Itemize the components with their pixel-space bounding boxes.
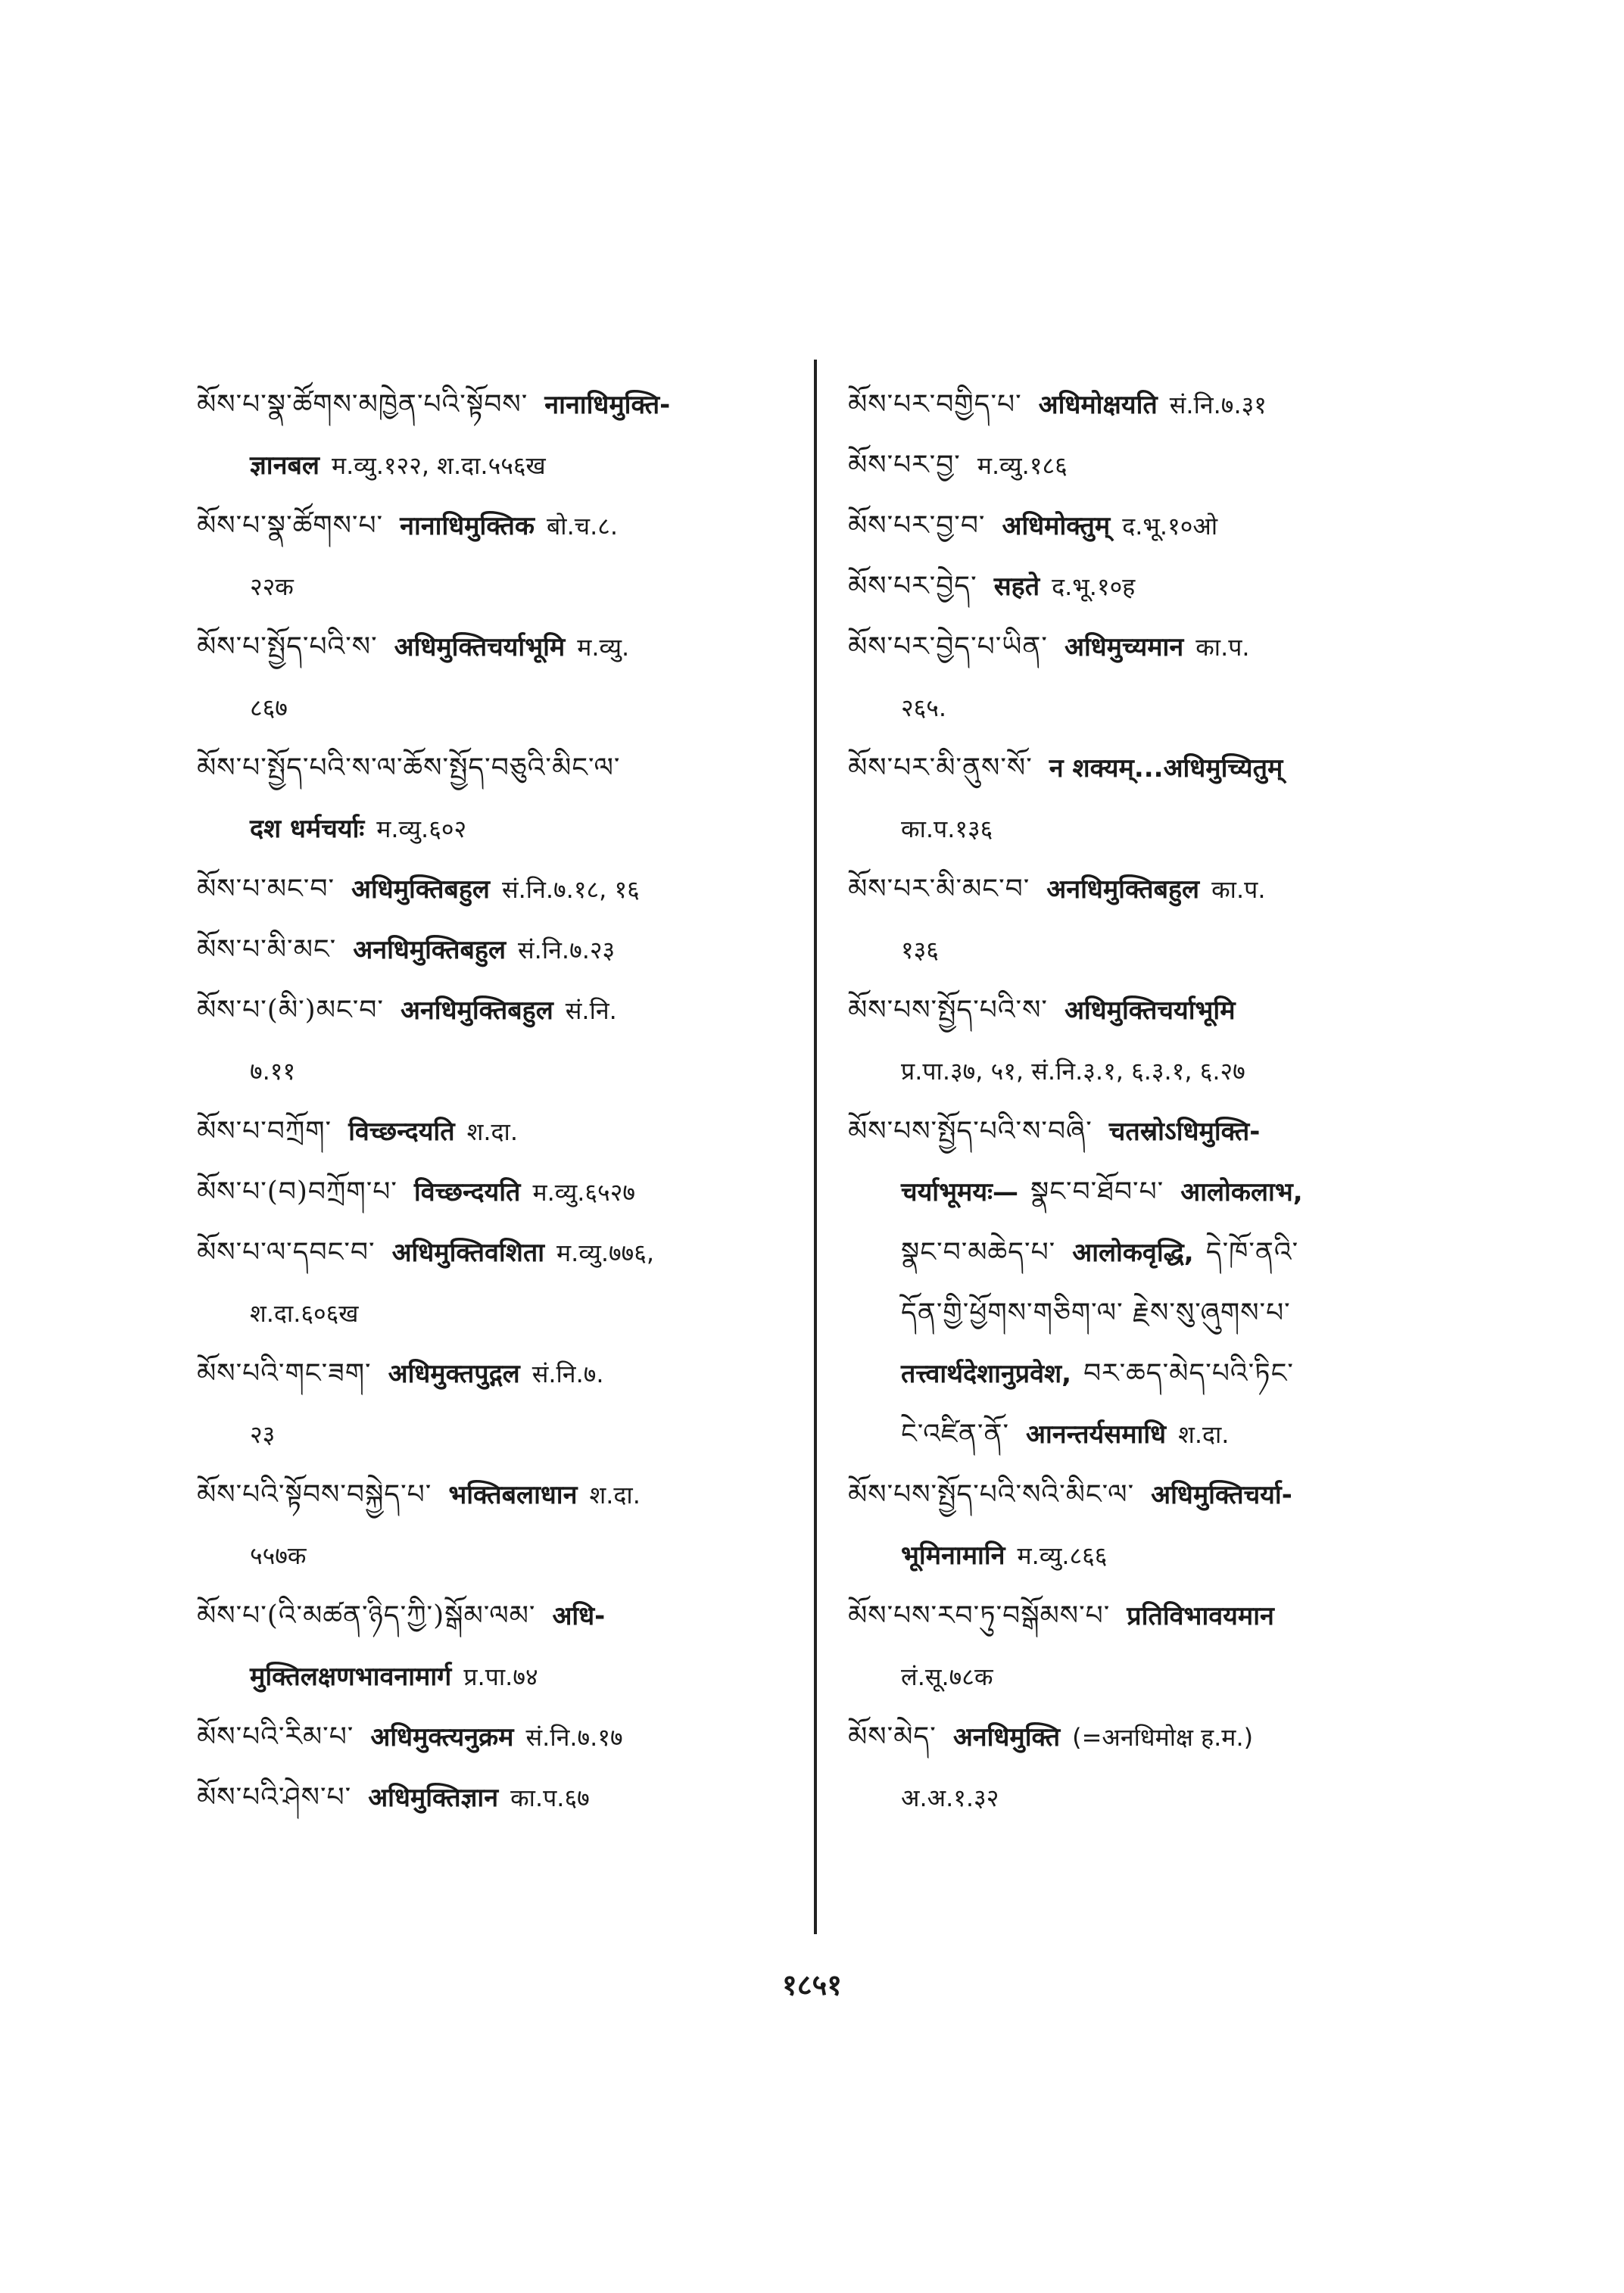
entry-line [848, 859, 1476, 920]
dictionary-entry [848, 435, 1476, 496]
source-reference: प्र.पा.३७, ५१, सं.नि.३.१, ६.३.१, ६.२७ [901, 1057, 1245, 1086]
entry-line [197, 1707, 803, 1768]
dictionary-entry [197, 1101, 803, 1162]
entry-line [848, 1101, 1476, 1162]
tibetan-term: མོས་པ་(བ)བཀྲོག་པ་ [197, 1176, 397, 1207]
tibetan-term: མོས་པས་སྤྱོད་པའི་སའི་མིང་ལ་ [848, 1479, 1135, 1510]
entry-line [848, 617, 1476, 678]
source-reference: सं.नि.७. [531, 1360, 604, 1388]
entry-line [197, 1525, 803, 1586]
source-reference: म.व्यु.६५२७ [532, 1178, 635, 1207]
source-reference: सं.नि.७.१८, १६ [501, 875, 640, 904]
tibetan-term: མོས་པར་མི་མང་བ་ [848, 874, 1030, 905]
source-reference: श.दा. [589, 1481, 641, 1509]
sanskrit-equivalent: आलोकवृद्धि, [1072, 1238, 1194, 1268]
dictionary-entry [848, 859, 1476, 980]
dictionary-entry [197, 1586, 803, 1707]
dictionary-entry [848, 496, 1476, 556]
sanskrit-equivalent: अधिमुक्तपुद्गल [388, 1359, 520, 1389]
entry-line [197, 678, 803, 738]
source-reference: द.भू.१०ओ [1122, 512, 1218, 541]
dictionary-entry [197, 920, 803, 980]
tibetan-term: མོས་པ་(མི་)མང་བ་ [197, 995, 384, 1026]
entry-line [197, 1586, 803, 1647]
entry-line [848, 496, 1476, 556]
left-column [197, 375, 803, 1828]
source-reference: (=अनधिमोक्ष ह.म.) [1072, 1723, 1254, 1752]
source-reference: म.व्यु.८६६ [1017, 1541, 1108, 1570]
entry-line [197, 920, 803, 980]
sanskrit-equivalent: प्रतिविभावयमान [1127, 1601, 1274, 1631]
source-reference: का.प. [1195, 633, 1250, 662]
source-reference: ७.११ [250, 1057, 296, 1086]
dictionary-entry [197, 1768, 803, 1828]
entry-line [197, 738, 803, 799]
tibetan-term: མོས་པར་བྱ་བ་ [848, 510, 986, 541]
source-reference: म.व्यु.७७६, [556, 1238, 655, 1267]
source-reference: प्र.पा.७४ [463, 1662, 538, 1691]
source-reference: ५५७क [250, 1541, 307, 1570]
sanskrit-equivalent: अधि- [552, 1601, 606, 1631]
dictionary-entry [197, 859, 803, 920]
tibetan-term: མོས་པ་སྤྱོད་པའི་ས་ [197, 631, 378, 662]
tibetan-term: མོས་པ་(འི་མཚན་ཉིད་ཀྱི་)སྒོམ་ལམ་ [197, 1600, 536, 1631]
sanskrit-equivalent: आलोकलाभ, [1180, 1177, 1303, 1207]
entry-line [197, 1283, 803, 1344]
sanskrit-equivalent: चतस्रोऽधिमुक्ति- [1108, 1117, 1261, 1147]
source-reference: सं.नि.७.१७ [525, 1723, 623, 1752]
entry-line [197, 1647, 803, 1707]
dictionary-entry [848, 738, 1476, 859]
entry-line [197, 1041, 803, 1101]
sanskrit-equivalent: अधिमुक्तिचर्या- [1151, 1480, 1292, 1510]
tibetan-term: མོས་པར་བྱེད་ [848, 571, 977, 602]
sanskrit-equivalent: नानाधिमुक्ति- [544, 390, 671, 420]
sanskrit-equivalent: अधिमुक्तिवशिता [391, 1238, 545, 1268]
dictionary-entry [848, 1586, 1476, 1707]
entry-line [197, 1162, 803, 1223]
source-reference: सं.नि.७.२३ [518, 936, 616, 964]
tibetan-term: མོས་པའི་ཤེས་པ་ [197, 1782, 352, 1813]
dictionary-entry [197, 738, 803, 859]
dictionary-entry [197, 496, 803, 617]
sanskrit-equivalent: अधिमुक्तिचर्याभूमि [394, 632, 566, 662]
source-reference: लं.सू.७८क [901, 1662, 993, 1691]
source-reference: का.प. [1211, 875, 1266, 904]
dictionary-entry [848, 556, 1476, 617]
sanskrit-equivalent: विच्छन्दयति [413, 1177, 521, 1207]
entry-line [848, 1283, 1476, 1344]
dictionary-entry [848, 1101, 1476, 1465]
entry-line [848, 375, 1476, 435]
source-reference: १३६ [901, 936, 939, 964]
entry-line [848, 1344, 1476, 1404]
tibetan-term: མོས་པ་སྣ་ཚོགས་པ་ [197, 510, 384, 541]
column-divider [814, 360, 817, 1934]
entry-line [848, 678, 1476, 738]
entry-line [197, 859, 803, 920]
dictionary-entry [848, 375, 1476, 435]
dictionary-entry [848, 980, 1476, 1101]
sanskrit-equivalent: अधिमुक्त्यनुक्रम [370, 1722, 514, 1752]
sanskrit-equivalent: विच्छन्दयति [348, 1117, 455, 1147]
dictionary-entry [197, 375, 803, 496]
sanskrit-equivalent: अधिमुक्तिबहुल [351, 874, 490, 905]
entry-line [197, 496, 803, 556]
sanskrit-equivalent: न शक्यम्...अधिमुच्यितुम् [1049, 753, 1283, 784]
entry-line [197, 556, 803, 617]
sanskrit-equivalent: आनन्तर्यसमाधि [1026, 1419, 1167, 1450]
tibetan-term: མོས་པས་སྤྱོད་པའི་ས་བཞི་ [848, 1116, 1093, 1147]
sanskrit-equivalent: भूमिनामानि [901, 1541, 1005, 1571]
tibetan-term: མོས་པ་སྣ་ཚོགས་མཁྱེན་པའི་སྟོབས་ [197, 389, 528, 420]
sanskrit-equivalent: अनधिमुक्ति [952, 1722, 1061, 1752]
entry-line [197, 617, 803, 678]
entry-line [848, 1404, 1476, 1465]
tibetan-term: སྣང་བ་ཐོབ་པ་ [1030, 1176, 1164, 1207]
tibetan-term: དོན་གྱི་ཕྱོགས་གཅིག་ལ་ རྗེས་སུ་ཞུགས་པ་ [901, 1298, 1291, 1329]
entry-line [848, 799, 1476, 859]
entry-line [848, 980, 1476, 1041]
sanskrit-equivalent: चर्याभूमयः— [901, 1177, 1018, 1207]
tibetan-term: མོས་པའི་སྟོབས་བསྐྱེད་པ་ [197, 1479, 432, 1510]
source-reference: श.दा. [1178, 1420, 1230, 1449]
entry-line [197, 1344, 803, 1404]
sanskrit-equivalent: अधिमोक्षयति [1038, 390, 1158, 420]
entry-line [848, 1586, 1476, 1647]
tibetan-term: བར་ཆད་མེད་པའི་ཏིང་ [1083, 1358, 1294, 1389]
entry-line [197, 1223, 803, 1283]
entry-line [197, 1404, 803, 1465]
tibetan-term: མོས་པ་ལ་དབང་བ་ [197, 1237, 376, 1268]
sanskrit-equivalent: भक्तिबलाधान [448, 1480, 578, 1510]
dictionary-entry [848, 1465, 1476, 1586]
tibetan-term: མོས་མེད་ [848, 1721, 937, 1752]
dictionary-entry [197, 1465, 803, 1586]
entry-line [197, 799, 803, 859]
entry-line [848, 738, 1476, 799]
tibetan-term: མོས་པ་བཀྲོག་ [197, 1116, 332, 1147]
sanskrit-equivalent: अधिमुच्यमान [1064, 632, 1184, 662]
source-reference: का.प.१३६ [901, 815, 993, 843]
entry-line [197, 1768, 803, 1828]
source-reference: सं.नि. [565, 996, 617, 1025]
dictionary-entry [197, 617, 803, 738]
tibetan-term: མོས་པར་མི་ནུས་སོ་ [848, 752, 1033, 784]
source-reference: श.दा.६०६ख [250, 1299, 359, 1328]
dictionary-entry [197, 1344, 803, 1465]
source-reference: म.व्यु.६०२ [376, 815, 467, 843]
dictionary-entry [197, 1707, 803, 1768]
tibetan-term: མོས་པ་མི་མང་ [197, 934, 337, 965]
entry-line [848, 1707, 1476, 1768]
entry-line [848, 1223, 1476, 1283]
page-number: १८५१ [781, 1968, 843, 2002]
sanskrit-equivalent: अनधिमुक्तिबहुल [1046, 874, 1200, 905]
entry-line [848, 1768, 1476, 1828]
source-reference: म.व्यु. [577, 633, 630, 662]
sanskrit-equivalent: नानाधिमुक्तिक [400, 511, 535, 541]
entry-line [197, 980, 803, 1041]
source-reference: सं.नि.७.३१ [1169, 391, 1267, 419]
source-reference: २२क [250, 572, 294, 601]
sanskrit-equivalent: अधिमुक्तिज्ञान [368, 1783, 499, 1813]
tibetan-term: མོས་པར་བྱ་ [848, 450, 961, 481]
source-reference: बो.च.८. [547, 512, 619, 541]
dictionary-entry [197, 980, 803, 1101]
source-reference: अ.अ.१.३२ [901, 1784, 999, 1812]
tibetan-term: ངེ་འཛིན་ནོ་ [901, 1419, 1010, 1450]
sanskrit-equivalent: तत्त्वार्थदेशानुप्रवेश, [901, 1359, 1072, 1389]
sanskrit-equivalent: दश धर्मचर्याः [250, 814, 365, 844]
entry-line [848, 1647, 1476, 1707]
source-reference: २३ [250, 1420, 276, 1449]
tibetan-term: དེ་ཁོ་ནའི་ [1205, 1237, 1299, 1268]
sanskrit-equivalent: मुक्तिलक्षणभावनामार्ग [250, 1662, 452, 1692]
right-column [848, 375, 1476, 1828]
dictionary-entry [197, 1223, 803, 1344]
tibetan-term: མོས་པ་སྤྱོད་པའི་ས་ལ་ཆོས་སྤྱོད་བཅུའི་མིང་ལ་ [197, 752, 621, 784]
entry-line [848, 556, 1476, 617]
tibetan-term: མོས་པས་སྤྱོད་པའི་ས་ [848, 995, 1048, 1026]
entry-line [197, 435, 803, 496]
sanskrit-equivalent: अधिमोक्तुम् [1002, 511, 1111, 541]
sanskrit-equivalent: ज्ञानबल [250, 450, 320, 481]
entry-line [848, 1465, 1476, 1525]
tibetan-term: སྣང་བ་མཆེད་པ་ [901, 1237, 1056, 1268]
source-reference: का.प.६७ [510, 1784, 590, 1812]
source-reference: ८६७ [250, 693, 288, 722]
entry-line [197, 375, 803, 435]
tibetan-term: མོས་པའི་རིམ་པ་ [197, 1721, 354, 1752]
entry-line [197, 1101, 803, 1162]
tibetan-term: མོས་པར་བྱེད་པ་ཡིན་ [848, 631, 1048, 662]
source-reference: द.भू.१०ह [1052, 572, 1136, 601]
dictionary-entry [848, 617, 1476, 738]
source-reference: म.व्यु.१८६ [977, 451, 1068, 480]
source-reference: म.व्यु.१२२, श.दा.५५६ख [331, 451, 546, 480]
dictionary-entry [848, 1707, 1476, 1828]
entry-line [848, 435, 1476, 496]
source-reference: २६५. [901, 693, 947, 722]
entry-line [848, 1162, 1476, 1223]
tibetan-term: མོས་པའི་གང་ཟག་ [197, 1358, 372, 1389]
entry-line [848, 920, 1476, 980]
tibetan-term: མོས་པ་མང་བ་ [197, 874, 335, 905]
entry-line [197, 1465, 803, 1525]
sanskrit-equivalent: अनधिमुक्तिबहुल [400, 995, 553, 1026]
tibetan-term: མོས་པར་བགྱིད་པ་ [848, 389, 1022, 420]
sanskrit-equivalent: सहते [993, 572, 1040, 602]
source-reference: श.दा. [466, 1117, 519, 1146]
sanskrit-equivalent: अधिमुक्तिचर्याभूमि [1064, 995, 1236, 1026]
sanskrit-equivalent: अनधिमुक्तिबहुल [353, 935, 507, 965]
tibetan-term: མོས་པས་རབ་ཏུ་བསྒོམས་པ་ [848, 1600, 1111, 1631]
dictionary-entry [197, 1162, 803, 1223]
entry-line [848, 1041, 1476, 1101]
entry-line [848, 1525, 1476, 1586]
